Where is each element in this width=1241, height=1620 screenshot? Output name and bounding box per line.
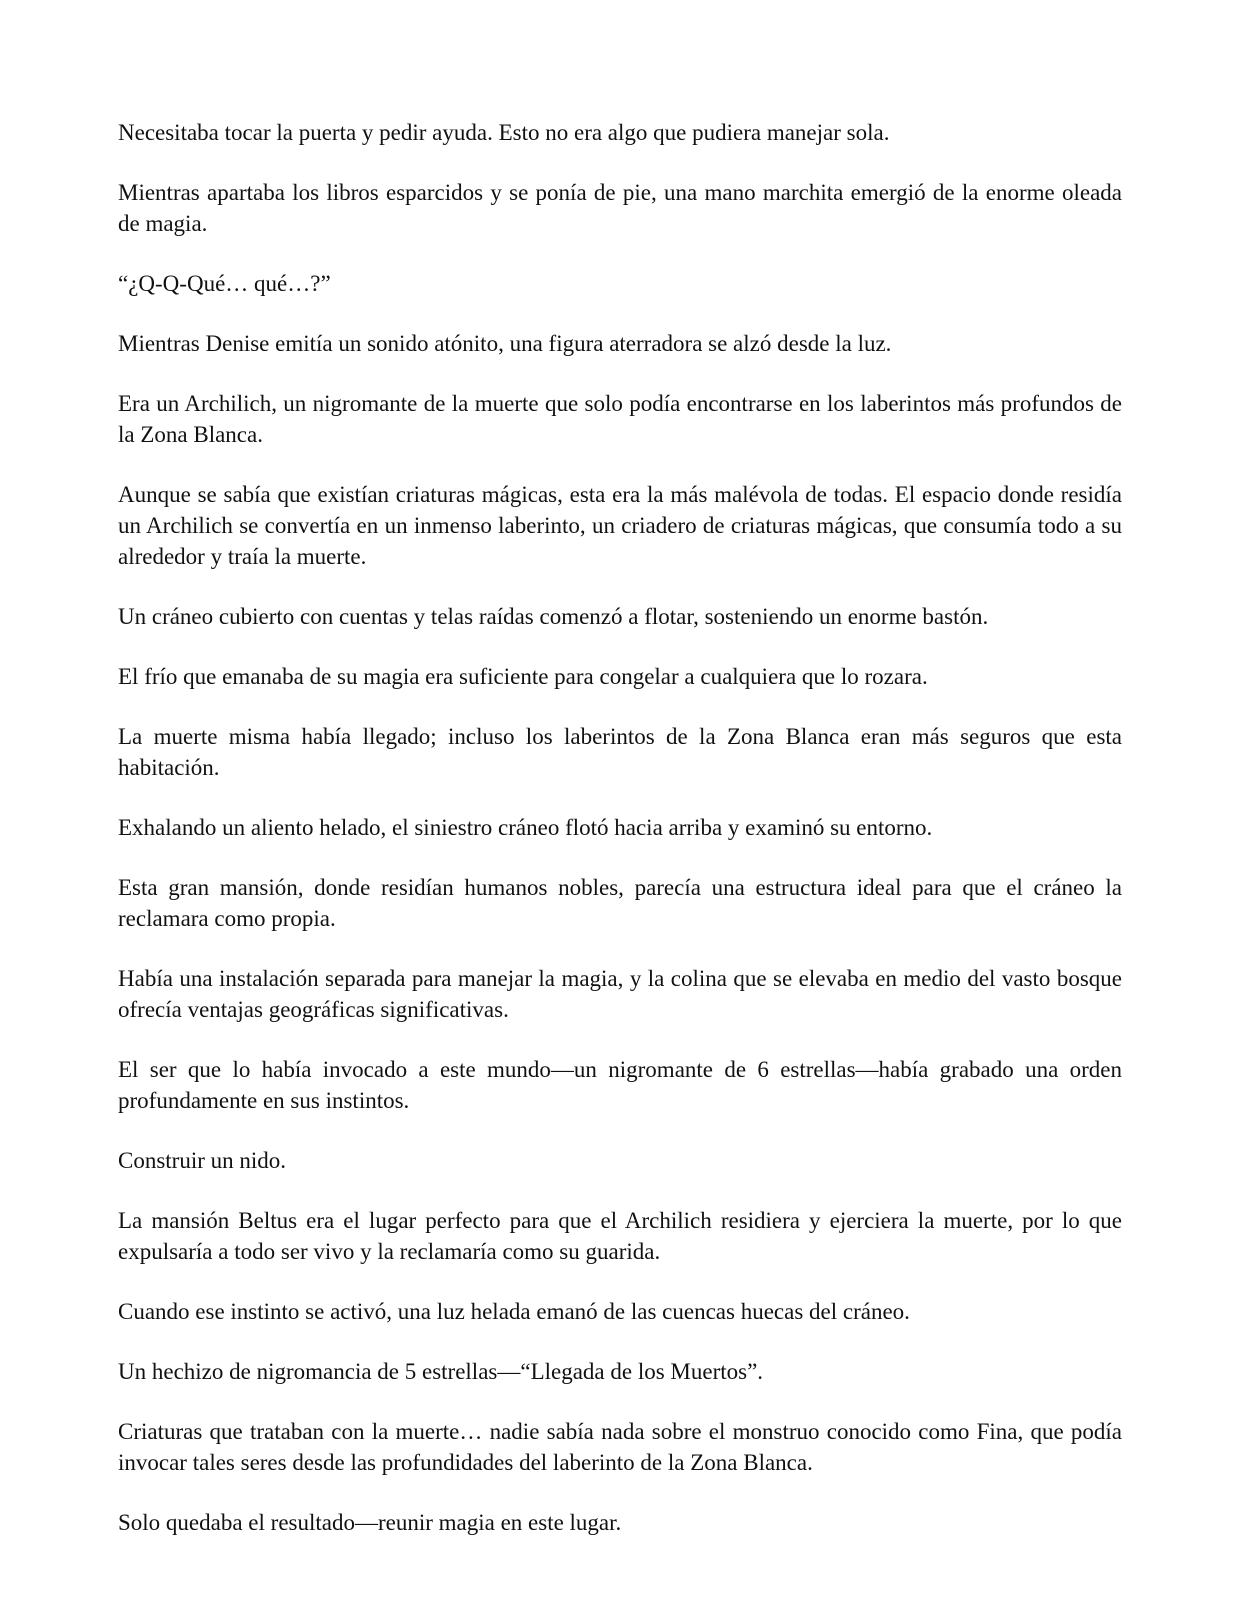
paragraph-10: Exhalando un aliento helado, el siniestro cráneo flotó hacia arriba y examinó su entorno. bbox=[118, 815, 933, 840]
paragraph-8: El frío que emanaba de su magia era suficiente para congelar a cualquiera que lo rozara. bbox=[118, 664, 928, 689]
paragraph-3: “¿Q-Q-Qué… qué…?” bbox=[118, 271, 331, 296]
paragraph-17: Un hechizo de nigromancia de 5 estrellas—“Llegada de los Muertos”. bbox=[118, 1359, 764, 1384]
paragraph-4: Mientras Denise emitía un sonido atónito, una figura aterradora se alzó desde la luz. bbox=[118, 331, 892, 356]
paragraph-19: Solo quedaba el resultado—reunir magia en este lugar. bbox=[118, 1510, 622, 1535]
paragraph-9: La muerte misma había llegado; incluso los laberintos de la Zona Blanca eran más seguros que esta habitación. bbox=[118, 724, 1122, 780]
paragraph-2: Mientras apartaba los libros esparcidos y se ponía de pie, una mano marchita emergió de la enorme oleada de magia. bbox=[118, 180, 1122, 236]
paragraph-16: Cuando ese instinto se activó, una luz helada emanó de las cuencas huecas del cráneo. bbox=[118, 1299, 910, 1324]
paragraph-13: El ser que lo había invocado a este mundo—un nigromante de 6 estrellas—había grabado una orden profundamente en sus instintos. bbox=[118, 1057, 1122, 1113]
paragraph-5: Era un Archilich, un nigromante de la muerte que solo podía encontrarse en los laberintos más profundos de la Zona Blanca. bbox=[118, 391, 1122, 447]
paragraph-18: Criaturas que trataban con la muerte… nadie sabía nada sobre el monstruo conocido como Fina, que podía invocar tales seres desde las profundidades del laberinto de la Zona Blanca. bbox=[118, 1419, 1122, 1475]
paragraph-11: Esta gran mansión, donde residían humanos nobles, parecía una estructura ideal para que el cráneo la reclamara como propia. bbox=[118, 875, 1122, 931]
paragraph-7: Un cráneo cubierto con cuentas y telas raídas comenzó a flotar, sosteniendo un enorme bastón. bbox=[118, 604, 989, 629]
paragraph-14: Construir un nido. bbox=[118, 1148, 287, 1173]
paragraph-15: La mansión Beltus era el lugar perfecto para que el Archilich residiera y ejerciera la muerte, por lo que expulsaría a todo ser vivo y la reclamaría como su guarida. bbox=[118, 1208, 1122, 1264]
paragraph-1: Necesitaba tocar la puerta y pedir ayuda. Esto no era algo que pudiera manejar sola. bbox=[118, 120, 890, 145]
paragraph-6: Aunque se sabía que existían criaturas mágicas, esta era la más malévola de todas. El espacio donde residía un Archilich se convertía en un inmenso laberinto, un criadero de criaturas mágicas, que consumía todo a su alrededor y traía la muerte. bbox=[118, 482, 1122, 569]
paragraph-12: Había una instalación separada para manejar la magia, y la colina que se elevaba en medio del vasto bosque ofrecía ventajas geográficas significativas. bbox=[118, 966, 1122, 1022]
document-page bbox=[118, 117, 1122, 1538]
